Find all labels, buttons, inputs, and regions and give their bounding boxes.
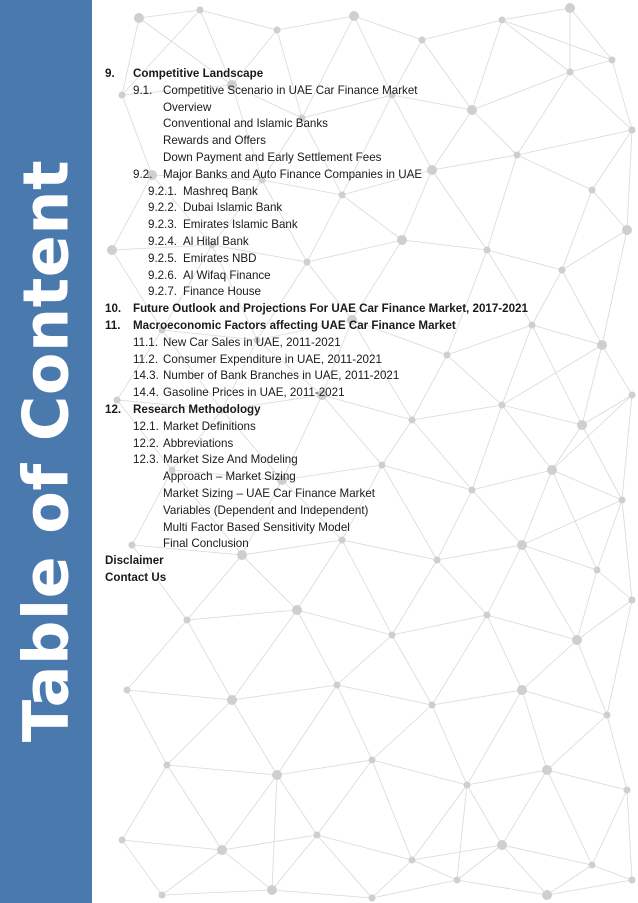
network-node xyxy=(292,605,302,615)
network-line xyxy=(372,860,412,898)
network-line xyxy=(200,10,277,30)
toc-title: New Car Sales in UAE, 2011-2021 xyxy=(163,335,341,349)
network-node xyxy=(464,782,471,789)
network-node xyxy=(184,617,191,624)
network-line xyxy=(577,600,632,640)
network-node xyxy=(624,787,631,794)
network-line xyxy=(127,690,232,700)
network-node xyxy=(197,7,204,14)
network-line xyxy=(122,840,222,850)
network-line xyxy=(372,760,412,860)
toc-title: Future Outlook and Projections For UAE Car Finance Market, 2017-2021 xyxy=(133,302,528,316)
network-line xyxy=(487,615,522,690)
network-line xyxy=(467,770,547,785)
network-line xyxy=(127,690,167,765)
network-node xyxy=(419,37,426,44)
network-line xyxy=(272,775,277,890)
network-line xyxy=(122,765,167,840)
toc-title: Mashreq Bank xyxy=(183,184,258,198)
network-line xyxy=(412,785,467,860)
network-line xyxy=(412,860,457,880)
toc-number: 12.3. xyxy=(133,453,159,467)
network-line xyxy=(317,760,372,835)
network-line xyxy=(607,600,632,715)
toc-title: Number of Bank Branches in UAE, 2011-2021 xyxy=(163,369,400,383)
toc-title: Disclaimer xyxy=(105,554,164,568)
toc-number: 9.2.5. xyxy=(148,251,178,265)
network-line xyxy=(317,835,412,860)
network-node xyxy=(604,712,611,719)
network-node xyxy=(609,57,616,64)
network-line xyxy=(222,835,317,850)
network-line xyxy=(277,775,317,835)
toc-number: 9.1. xyxy=(133,83,153,97)
network-line xyxy=(607,715,627,790)
network-line xyxy=(232,610,297,700)
network-node xyxy=(629,877,636,884)
network-node xyxy=(267,885,277,895)
network-line xyxy=(392,615,487,635)
network-line xyxy=(297,610,337,685)
network-line xyxy=(167,700,232,765)
network-node xyxy=(565,3,575,13)
toc-number: 9.2.6. xyxy=(148,268,178,282)
network-node xyxy=(369,895,376,902)
network-node xyxy=(217,845,227,855)
network-line xyxy=(337,685,372,760)
network-node xyxy=(349,11,359,21)
network-line xyxy=(522,690,607,715)
toc-title: Conventional and Islamic Banks xyxy=(163,117,328,131)
network-line xyxy=(432,705,467,785)
network-line xyxy=(372,760,467,785)
toc-number: 9.2.7. xyxy=(148,285,178,299)
network-node xyxy=(334,682,341,689)
network-line xyxy=(392,635,432,705)
network-line xyxy=(502,20,570,72)
network-node xyxy=(227,695,237,705)
network-node xyxy=(119,837,126,844)
toc-number: 11. xyxy=(105,319,121,332)
toc-title: Al Hilal Bank xyxy=(183,235,249,248)
network-line xyxy=(162,850,222,895)
network-node xyxy=(164,762,171,769)
toc-number: 11.2. xyxy=(133,352,158,366)
network-line xyxy=(502,770,547,845)
network-line xyxy=(162,890,272,895)
network-line xyxy=(167,765,222,850)
toc-number: 14.4. xyxy=(133,386,159,400)
network-line xyxy=(277,760,372,775)
toc-title: Abbreviations xyxy=(163,436,234,450)
network-line xyxy=(422,20,502,40)
toc-title: Multi Factor Based Sensitivity Model xyxy=(163,520,350,534)
network-line xyxy=(627,790,632,880)
toc-title: Variables (Dependent and Independent) xyxy=(163,503,369,517)
network-node xyxy=(497,840,507,850)
network-node xyxy=(429,702,436,709)
network-node xyxy=(484,612,491,619)
network-line xyxy=(457,880,547,895)
network-line xyxy=(122,840,162,895)
network-line xyxy=(277,16,354,30)
toc-title: Dubai Islamic Bank xyxy=(183,201,283,215)
network-line xyxy=(522,640,577,690)
toc-title: Contact Us xyxy=(105,571,167,584)
network-line xyxy=(337,635,392,685)
toc-number: 9.2.2. xyxy=(148,201,178,215)
network-line xyxy=(577,640,607,715)
network-line xyxy=(277,685,337,775)
network-line xyxy=(412,845,502,860)
network-line xyxy=(547,770,627,790)
toc-title: Down Payment and Early Settlement Fees xyxy=(163,151,382,164)
toc-title: Macroeconomic Factors affecting UAE Car Finance Market xyxy=(133,319,456,332)
side-title: Table of Content xyxy=(9,159,83,743)
network-line xyxy=(372,880,457,898)
network-line xyxy=(432,615,487,705)
toc-number: 12.2. xyxy=(133,436,159,450)
network-line xyxy=(592,790,627,865)
network-node xyxy=(589,862,596,869)
toc-title: Approach – Market Sizing xyxy=(163,470,296,484)
network-line xyxy=(272,835,317,890)
toc-number: 9.2.1. xyxy=(148,184,178,198)
toc-title: Gasoline Prices in UAE, 2011-2021 xyxy=(163,386,345,400)
network-node xyxy=(314,832,321,839)
network-node xyxy=(124,687,131,694)
network-line xyxy=(187,610,297,620)
toc-title: Rewards and Offers xyxy=(163,134,266,148)
network-line xyxy=(457,845,502,880)
toc-number: 9.2. xyxy=(133,167,153,181)
toc-title: Major Banks and Auto Finance Companies in UAE xyxy=(163,167,423,181)
network-line xyxy=(272,890,372,898)
network-line xyxy=(317,835,372,898)
network-line xyxy=(522,690,547,770)
network-line xyxy=(297,610,392,635)
toc-title: Finance House xyxy=(183,285,261,299)
network-line xyxy=(139,10,200,18)
network-node xyxy=(369,757,376,764)
toc-title: Market Size And Modeling xyxy=(163,453,298,467)
network-line xyxy=(502,845,592,865)
network-node xyxy=(454,877,461,884)
network-line xyxy=(222,775,277,850)
toc-number: 10. xyxy=(105,302,122,316)
network-node xyxy=(572,635,582,645)
network-line xyxy=(372,705,432,760)
toc-title: Research Methodology xyxy=(133,403,261,416)
network-line xyxy=(222,850,272,890)
network-line xyxy=(592,865,632,880)
toc-title: Market Definitions xyxy=(163,419,256,433)
network-node xyxy=(134,13,144,23)
network-line xyxy=(547,770,592,865)
network-line xyxy=(337,685,432,705)
network-line xyxy=(547,865,592,895)
network-node xyxy=(542,765,552,775)
toc-title: Overview xyxy=(163,100,212,114)
network-node xyxy=(409,857,416,864)
toc-number: 12. xyxy=(105,403,122,416)
network-node xyxy=(499,17,506,24)
network-line xyxy=(167,765,277,775)
network-node xyxy=(274,27,281,34)
toc-number: 11.1. xyxy=(133,335,158,349)
network-node xyxy=(542,890,552,900)
network-node xyxy=(389,632,396,639)
network-line xyxy=(232,700,277,775)
toc-number: 14.3. xyxy=(133,369,159,383)
toc-title: Market Sizing – UAE Car Finance Market xyxy=(163,487,375,500)
toc-title: Competitive Landscape xyxy=(133,67,264,80)
toc-title: Emirates Islamic Bank xyxy=(183,218,298,232)
network-line xyxy=(547,880,632,895)
network-line xyxy=(502,845,547,895)
network-line xyxy=(487,615,577,640)
network-line xyxy=(467,785,502,845)
network-line xyxy=(127,620,187,690)
network-line xyxy=(432,690,522,705)
toc-number: 9.2.3. xyxy=(148,218,178,232)
network-line xyxy=(547,715,607,770)
network-line xyxy=(187,620,232,700)
network-node xyxy=(159,892,166,899)
network-line xyxy=(502,8,570,20)
toc-title: Consumer Expenditure in UAE, 2011-2021 xyxy=(163,352,382,366)
network-node xyxy=(272,770,282,780)
network-node xyxy=(517,685,527,695)
toc-title: Competitive Scenario in UAE Car Finance Market xyxy=(163,83,418,97)
toc-title: Emirates NBD xyxy=(183,251,257,265)
toc-title: Final Conclusion xyxy=(163,537,249,551)
toc-number: 9. xyxy=(105,67,115,80)
network-line xyxy=(467,690,522,785)
toc-number: 12.1. xyxy=(133,419,159,433)
toc-number: 9.2.4. xyxy=(148,235,178,248)
network-line xyxy=(457,785,467,880)
table-of-contents xyxy=(0,66,638,606)
network-line xyxy=(232,685,337,700)
toc-title: Al Wifaq Finance xyxy=(183,268,271,282)
